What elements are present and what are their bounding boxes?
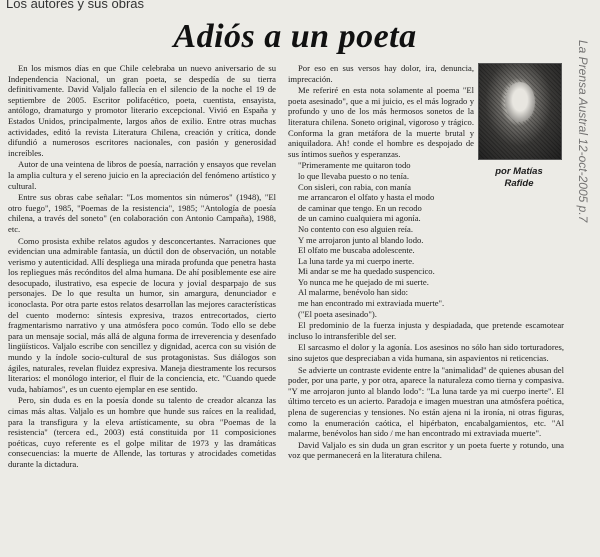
portrait-face-icon bbox=[505, 82, 535, 122]
poem-line: Yo nunca me he quejado de mi suerte. bbox=[298, 276, 429, 287]
byline bbox=[476, 166, 562, 190]
poem-line: de un camino cualquiera mi agonía. bbox=[298, 213, 421, 224]
section-label: Los autores y sus obras bbox=[6, 0, 145, 11]
poem-line: Y me arrojaron junto al blando lodo. bbox=[298, 234, 424, 245]
handwritten-note bbox=[568, 40, 598, 540]
poem-line: de caminar que tengo. En un recodo bbox=[298, 202, 422, 213]
article-title: Adiós a un poeta bbox=[173, 18, 417, 55]
poem-line: Al malarme, benévolo han sido: bbox=[298, 287, 409, 298]
poem-line: La luna tarde ya mi cuerpo inerte. bbox=[298, 255, 415, 266]
poem-line: El olfato me buscaba adolescente. bbox=[298, 245, 415, 256]
right-column-upper bbox=[288, 63, 474, 159]
paragraph: El predominio de la fuerza injusta y despiadada, que pretende escamotear incluso lo intransferible del ser. bbox=[288, 320, 564, 341]
paragraph: Pero, sin duda es en la poesía donde su talento de creador alcanza las cimas más altas. Valjalo es un hombre que hunde sus raíces en la realidad, para la transfigura y la eleva artísticamente, su obra "Poemas de la resistencia" (tercera ed., 2003) está constituida por 11 composiciones poéticas, cuyo referente es el golpe militar de 1973 y las dramáticas consecuencias: la muerte de Allende, las torturas y atrocidades cometidas durante la dictadura. bbox=[8, 395, 276, 469]
paragraph: Como prosista exhibe relatos agudos y desconcertantes. Narraciones que evidencian una admirable fantasía, un dúctil don de observación, un notable verismo y autenticidad. Allí despliega una mirada profunda que penetra hasta los repliegues más recónditos del alma humana. De ahí posiblemente ese aire desocupado, ilustrativo, esa especie de locura y jovial desparpajo de sus personajes. De lo que resulta un humor, sin amargura, denunciador e iconoclasta. Por otra parte estos relatos desarrollan las mejores características del cuento moderno: síntesis expresiva, trazos entrecortados, cierto fragmentarismo narrativo y una atmósfera poco común. Todo ello se debe para un mensaje social, más allá de alguna forma de irreverencia y desenfado lingüísticos. Valjalo escribe con sencillez y dignidad, acerca con su visión de mundo y la índole socio-cultural de sus protagonistas. Sus diálogos son ágiles, naturales, revelan fluidez expresiva. Maneja diestramente los recursos literarios: el monólogo interior, el fluir de la conciencia, etc. "Cuando quede vuda, habíamos", es un cuento ejemplar en ese sentido. bbox=[8, 235, 276, 394]
poem-line: Mi andar se me ha quedado suspencico. bbox=[298, 266, 435, 277]
author-portrait bbox=[478, 63, 562, 160]
poem-line: No contento con eso alguien reía. bbox=[298, 223, 414, 234]
poem-line: "Primeramente me quitaron todo bbox=[298, 160, 411, 171]
poem-line: Con sisleri, con rabia, con manía bbox=[298, 181, 411, 192]
paragraph: David Valjalo es sin duda un gran escritor y un poeta fuerte y rotundo, una voz que permanecerá en la literatura chilena. bbox=[288, 439, 564, 461]
paragraph: El sarcasmo el dolor y la agonía. Los asesinos no sólo han sido torturadores, sino sujetos que despreciaban a vida humana, sin aspavientos ni reticencias. bbox=[288, 342, 564, 364]
paragraph: Autor de una veintena de libros de poesía, narración y ensayos que revelan la amplia cultura y el sereno juicio en la apreciación del fenómeno artístico y cultural. bbox=[8, 159, 276, 191]
paragraph: Me referiré en esta nota solamente al poema "El poeta asesinado", que a mi juicio, es el más logrado y profundo y uno de los más hermosos sonetos de la literatura chilena. Soneto original, vigoroso y trágico. Conforma la gran metáfora de la muerte brutal y aniquiladora. Ah! conde el hombre es despojado de sus íntimos sueños y esperanzas. bbox=[288, 85, 474, 159]
byline-name: Rafide bbox=[504, 178, 534, 189]
poem-line: me arrancaron el olfato y hasta el modo bbox=[298, 192, 435, 203]
handwritten-note-text: La Prensa Austral 12-oct-2005 p.7 bbox=[576, 40, 590, 223]
paragraph: En los mismos días en que Chile celebraba un nuevo aniversario de su Independencia Nacional, un gran poeta, se despedía de su tierra definitivamente. David Valjalo fallecía en el silencio de la noche el 19 de septiembre de 2005. Escritor polifacético, poeta, cuentista, ensayista, antólogo, dramaturgo y promotor literario excepcional. Vivió en España y Estados Unidos, principalmente, largos años de exilio. Entre otras muchas actividades, editó la revista Literatura Chilena, creación y crítica, donde difundió a numerosos escritores nacionales, con pasión y generosidad increíbles. bbox=[8, 63, 276, 158]
paragraph: Entre sus obras cabe señalar: "Los momentos sin números" (1948), "El otro fuego", 1985, "Poemas de la resistencia", 1985; "Antología de poesía chilena, a través del soneto" (en colaboración con Antonio Campaña), 1988, etc. bbox=[8, 192, 276, 234]
left-column bbox=[8, 63, 276, 471]
paragraph: Por eso en sus versos hay dolor, ira, denuncia, imprecación. bbox=[288, 63, 474, 84]
paragraph: Se advierte un contraste evidente entre la "animalidad" de quienes abusan del poder, por una parte, y por otra, aparece la naturaleza como tierna y compasiva. "Y me arrojaron junto al blando lodo": "La luna tarde ya mi cuerpo inerte". El último terceto es un acierto. Paradoja e imagen muestran una atmósfera poética, plena de sugerencias y tensiones. No están ajena ni la ironía, ni otras figuras, como la enumeración caótica, el hipérbaton, encabalgamientos, etc. "Al malarme, benévolos han sido / me han encontrado mi extraviada muerte". bbox=[288, 364, 564, 439]
poem-line: ("El poeta asesinado"). bbox=[298, 308, 377, 319]
byline-by: por Matías bbox=[495, 166, 543, 177]
poem-line: lo que llevaba puesto o no tenía. bbox=[298, 170, 409, 181]
poem-line: me han encontrado mi extraviada muerte". bbox=[298, 298, 445, 309]
